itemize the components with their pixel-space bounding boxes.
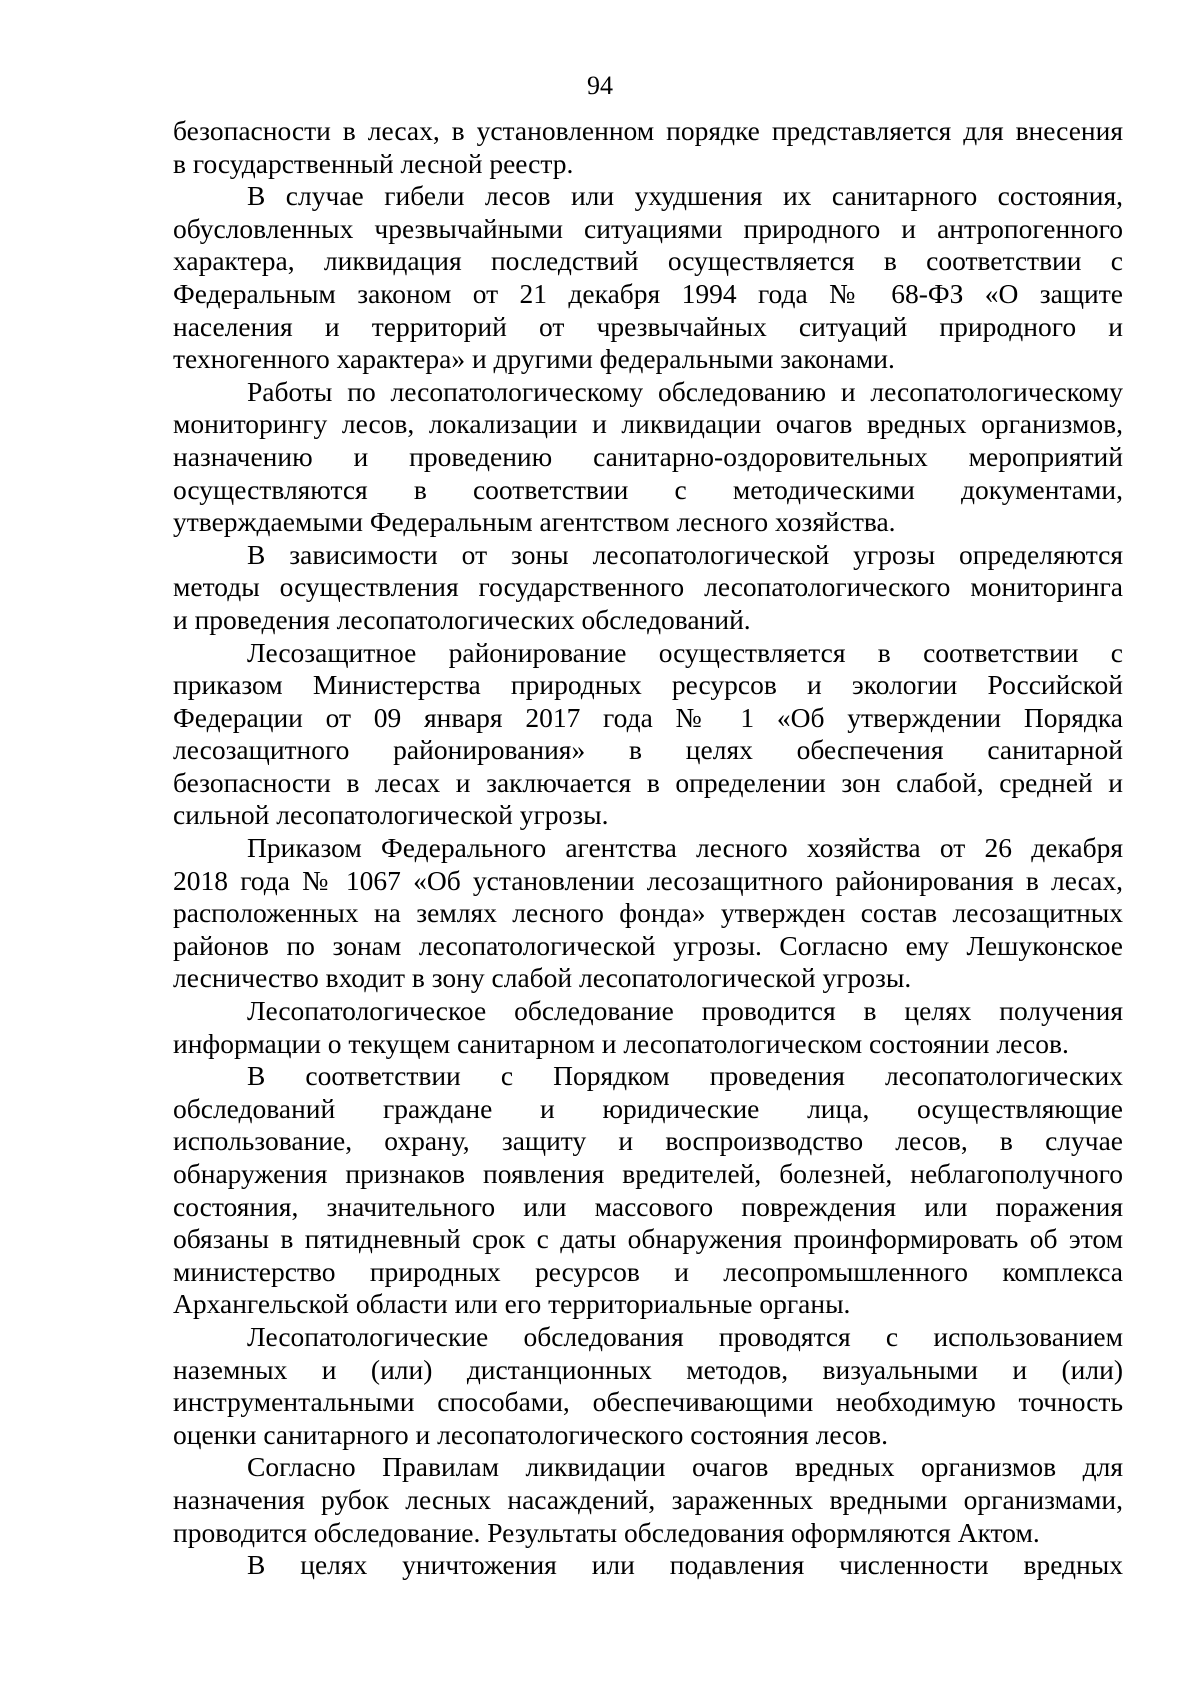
text-line: и проведения лесопатологических обследований. — [173, 603, 751, 635]
text-line: наземных и (или) дистанционных методов, визуальными и (или) — [173, 1353, 1123, 1385]
text-line: в государственный лесной реестр. — [173, 147, 574, 179]
text-line: утверждаемыми Федеральным агентством лесного хозяйства. — [173, 506, 896, 538]
paragraph — [173, 1321, 1123, 1451]
paragraph — [173, 180, 1123, 376]
paragraph — [173, 376, 1123, 539]
document-body — [173, 115, 1123, 1582]
text-line: приказом Министерства природных ресурсов и экологии Российской — [173, 669, 1123, 701]
text-line: обязаны в пятидневный срок с даты обнаружения проинформировать об этом — [173, 1223, 1123, 1255]
text-line: назначения рубок лесных насаждений, зараженных вредными организмами, — [173, 1483, 1123, 1515]
text-line: обусловленных чрезвычайными ситуациями природного и антропогенного — [173, 212, 1123, 244]
text-line: техногенного характера» и другими федеральными законами. — [173, 343, 895, 375]
text-line: обнаружения признаков появления вредителей, болезней, неблагополучного — [173, 1158, 1123, 1189]
text-line: методы осуществления государственного лесопатологического мониторинга — [173, 571, 1123, 603]
text-line: инструментальными способами, обеспечивающими необходимую точность — [173, 1386, 1123, 1418]
text-line: В соответствии с Порядком проведения лесопатологических — [247, 1060, 1123, 1092]
text-line: районов по зонам лесопатологической угрозы. Согласно ему Лешуконское — [173, 929, 1123, 961]
text-line: безопасности в лесах и заключается в определении зон слабой, средней и — [173, 766, 1123, 798]
text-line: Федерации от 09 января 2017 года № 1 «Об утверждении Порядка — [173, 701, 1123, 733]
text-line: Лесозащитное районирование осуществляется в соответствии с — [247, 636, 1123, 668]
text-line: использование, охрану, защиту и воспроизводство лесов, в случае — [173, 1125, 1123, 1157]
text-line: лесничество входит в зону слабой лесопатологической угрозы. — [173, 962, 912, 994]
text-line: Архангельской области или его территориальные органы. — [173, 1288, 851, 1320]
text-line: Работы по лесопатологическому обследованию и лесопатологическому — [247, 375, 1123, 407]
text-line: безопасности в лесах, в установленном порядке представляется для внесения — [173, 115, 1123, 146]
paragraph — [173, 1060, 1123, 1321]
text-line: министерство природных ресурсов и лесопромышленного комплекса — [173, 1255, 1123, 1287]
text-line: состояния, значительного или массового повреждения или поражения — [173, 1190, 1123, 1222]
paragraph — [173, 995, 1123, 1060]
text-line: Согласно Правилам ликвидации очагов вредных организмов для — [247, 1451, 1123, 1483]
paragraph — [173, 1451, 1123, 1549]
paragraph — [173, 539, 1123, 637]
text-line: населения и территорий от чрезвычайных ситуаций природного и — [173, 310, 1123, 342]
text-line: мониторингу лесов, локализации и ликвидации очагов вредных организмов, — [173, 408, 1123, 440]
text-line: информации о текущем санитарном и лесопатологическом состоянии лесов. — [173, 1027, 1069, 1059]
text-line: 2018 года № 1067 «Об установлении лесозащитного районирования в лесах, — [173, 864, 1123, 896]
text-line: Лесопатологическое обследование проводится в целях получения — [247, 995, 1123, 1027]
text-line: осуществляются в соответствии с методическими документами, — [173, 473, 1123, 505]
paragraph — [173, 832, 1123, 995]
text-line: назначению и проведению санитарно-оздоровительных мероприятий — [173, 440, 1123, 472]
text-line: сильной лесопатологической угрозы. — [173, 799, 609, 831]
text-line: Приказом Федерального агентства лесного хозяйства от 26 декабря — [247, 832, 1123, 864]
text-line: Федеральным законом от 21 декабря 1994 года № 68-ФЗ «О защите — [173, 277, 1123, 309]
paragraph — [173, 1549, 1123, 1582]
paragraph — [173, 115, 1123, 180]
text-line: обследований граждане и юридические лица, осуществляющие — [173, 1092, 1123, 1124]
text-line: В зависимости от зоны лесопатологической угрозы определяются — [247, 538, 1123, 570]
text-line: лесозащитного районирования» в целях обеспечения санитарной — [173, 734, 1123, 766]
text-line: расположенных на землях лесного фонда» утвержден состав лесозащитных — [173, 897, 1123, 929]
text-line: проводится обследование. Результаты обследования оформляются Актом. — [173, 1516, 1040, 1548]
text-line: В целях уничтожения или подавления численности вредных — [247, 1549, 1123, 1581]
text-line: оценки санитарного и лесопатологического состояния лесов. — [173, 1418, 889, 1450]
text-line: характера, ликвидация последствий осуществляется в соответствии с — [173, 245, 1123, 277]
text-line: В случае гибели лесов или ухудшения их санитарного состояния, — [247, 180, 1123, 212]
text-line: Лесопатологические обследования проводятся с использованием — [247, 1320, 1123, 1352]
page-number: 94 — [587, 71, 613, 100]
paragraph — [173, 637, 1123, 833]
